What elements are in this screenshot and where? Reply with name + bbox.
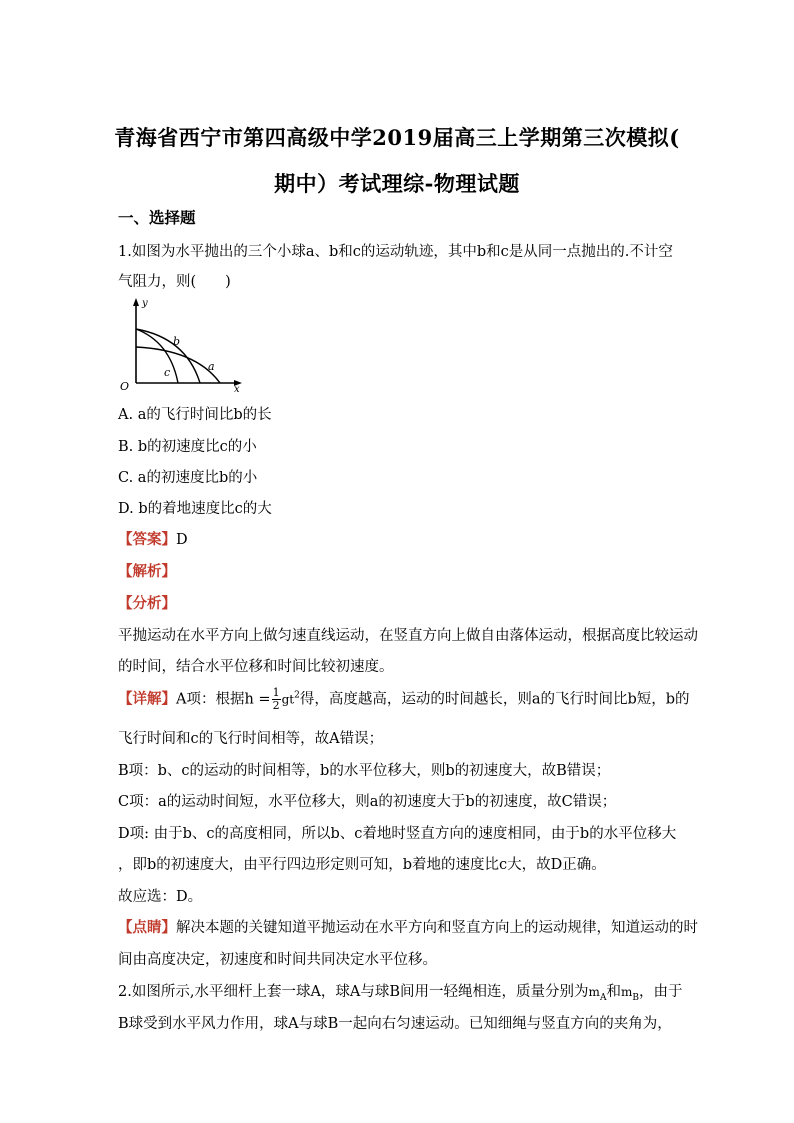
fenxi-label: 【分析】	[118, 595, 176, 612]
xiangjie-a-post: 得，高度越高，运动的时间越长，则a的飞行时间比b短，b的	[299, 691, 690, 708]
q1-option-d: D. b的着地速度比c的大	[118, 501, 272, 517]
q1-stem-line-1: 1.如图为水平抛出的三个小球a、b和c的运动轨迹，其中b和c是从同一点抛出的.不计空	[118, 244, 673, 260]
label-b: b	[173, 335, 181, 348]
xiangjie-label: 【详解】	[118, 690, 176, 708]
dianjing-line-2: 间由高度决定，初速度和时间共同决定水平位移。	[118, 952, 437, 968]
document-title-line-1: 青海省西宁市第四高级中学2019届高三上学期第三次模拟(	[114, 125, 680, 150]
conclusion: 故应选：D。	[118, 889, 203, 905]
q2-text-pre: 2.如图所示,水平细杆上套一球A，球A与球B间用一轻绳相连，质量分别为	[118, 984, 589, 1000]
q2-text-post: ，由于	[638, 984, 683, 1000]
fraction-denominator: 2	[272, 699, 280, 712]
mass-a: m	[588, 985, 600, 999]
q2-and: 和	[606, 984, 621, 1000]
q1-option-b: B. b的初速度比c的小	[118, 439, 257, 455]
xiangjie-b: B项：b、c的运动的时间相等，b的水平位移大，则b的初速度大，故B错误；	[118, 763, 611, 779]
section-heading: 一、选择题	[118, 208, 196, 227]
label-y: y	[142, 298, 148, 309]
mass-b-subscript: B	[632, 992, 639, 1003]
q1-option-c: C. a的初速度比b的小	[118, 470, 258, 486]
xiangjie-line-1	[118, 687, 690, 712]
jiexi-label: 【解析】	[118, 563, 176, 580]
dianjing-text-1: 解决本题的关键知道平抛运动在水平方向和竖直方向上的运动规律，知道运动的时	[176, 920, 698, 936]
label-origin: O	[120, 380, 130, 393]
fenxi-line-2: 的时间，结合水平位移和时间比较初速度。	[118, 659, 394, 675]
answer-value: D	[176, 532, 188, 548]
mass-b: m	[620, 985, 633, 999]
xiangjie-a-pre: A项：根据h =	[176, 691, 271, 708]
q1-trajectory-figure	[116, 296, 246, 396]
document-title-line-2: 期中）考试理综-物理试题	[274, 171, 520, 196]
dianjing-line-1	[118, 916, 698, 937]
fraction-one-half	[272, 687, 281, 712]
q2-stem-line-1	[118, 980, 682, 1003]
y-axis-arrow	[133, 298, 139, 306]
q1-option-a: A. a的飞行时间比b的长	[118, 407, 272, 423]
label-x: x	[234, 384, 240, 395]
dianjing-label: 【点睛】	[118, 919, 176, 936]
answer-label: 【答案】	[118, 531, 176, 548]
formula-gt: gt	[281, 692, 295, 707]
label-c: c	[164, 366, 171, 379]
q1-stem-line-2: 气阻力，则( )	[118, 274, 231, 290]
xiangjie-c: C项：a的运动时间短，水平位移大，则a的初速度大于b的初速度，故C错误；	[118, 794, 617, 810]
formula-exponent: 2	[294, 690, 300, 701]
fenxi-line-1: 平抛运动在水平方向上做匀速直线运动，在竖直方向上做自由落体运动，根据高度比较运动	[118, 628, 698, 644]
xiangjie-d-line-1: D项: 由于b、c的高度相同，所以b、c着地时竖直方向的速度相同，由于b的水平位移大	[118, 826, 677, 842]
mass-a-subscript: A	[599, 992, 607, 1003]
q2-stem-line-2: B球受到水平风力作用，球A与球B一起向右匀速运动。已知细绳与竖直方向的夹角为，	[118, 1016, 672, 1032]
label-a: a	[208, 360, 215, 373]
xiangjie-d-line-2: ，即b的初速度大，由平行四边形定则可知，b着地的速度比c大，故D正确。	[118, 857, 606, 873]
trajectory-c	[136, 329, 181, 383]
fraction-numerator: 1	[272, 686, 280, 699]
q1-answer	[118, 528, 188, 549]
xiangjie-a-line-2: 飞行时间和c的飞行时间相等，故A错误；	[118, 731, 384, 747]
